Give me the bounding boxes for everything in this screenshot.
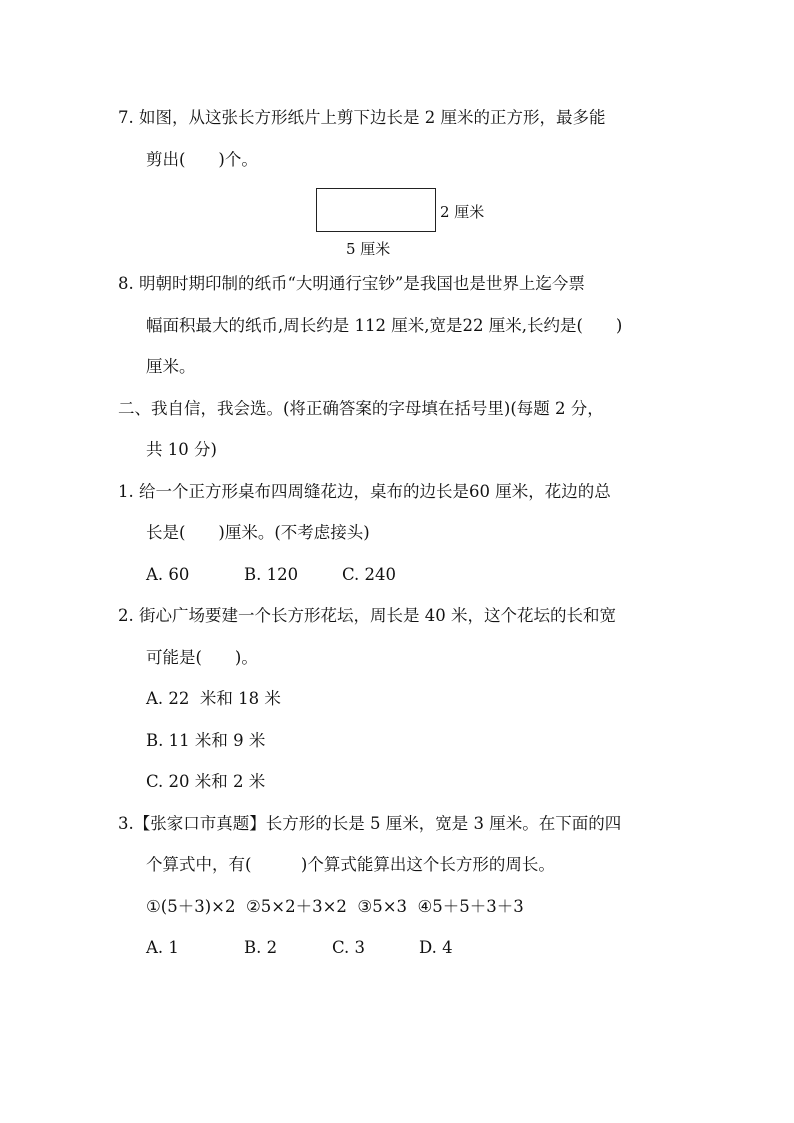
s2-q3-expressions: ①(5＋3)×2 ②5×2＋3×2 ③5×3 ④5＋5＋3＋3 [146,897,524,916]
s2-q1-option-c: C. 240 [342,565,397,584]
s2-q1-line-1: 1. 给一个正方形桌布四周缝花边，桌布的边长是60 厘米，花边的总 [118,482,611,501]
section-2-heading-cont: 共 10 分) [146,440,217,459]
figure-width-label: 5 厘米 [346,240,391,258]
q7-line-2: 剪出( )个。 [146,150,258,169]
s2-q3-option-c: C. 3 [332,938,366,957]
s2-q3-option-a: A. 1 [146,938,179,957]
q8-line-2: 幅面积最大的纸币,周长约是 112 厘米,宽是22 厘米,长约是( ) [146,316,623,335]
q7-line-1: 7. 如图，从这张长方形纸片上剪下边长是 2 厘米的正方形，最多能 [118,108,606,127]
s2-q3-option-b: B. 2 [244,938,278,957]
s2-q3-line-2: 个算式中，有( )个算式能算出这个长方形的周长。 [146,855,555,874]
s2-q2-line-1: 2. 街心广场要建一个长方形花坛，周长是 40 米，这个花坛的长和宽 [118,606,616,625]
s2-q2-option-c: C. 20 米和 2 米 [146,772,266,791]
s2-q2-option-b: B. 11 米和 9 米 [146,731,266,750]
s2-q2-line-2: 可能是( )。 [146,648,258,667]
q8-line-1: 8. 明朝时期印制的纸币“大明通行宝钞”是我国也是世界上迄今票 [118,274,585,293]
figure-height-label: 2 厘米 [440,203,485,221]
s2-q3-option-d: D. 4 [419,938,453,957]
rectangle-figure [316,188,436,232]
s2-q2-option-a: A. 22 米和 18 米 [146,689,281,708]
s2-q1-option-a: A. 60 [146,565,190,584]
section-2-heading: 二、我自信，我会选。(将正确答案的字母填在括号里)(每题 2 分， [118,399,604,418]
s2-q1-option-b: B. 120 [244,565,299,584]
q8-line-3: 厘米。 [146,357,196,376]
s2-q1-line-2: 长是( )厘米。(不考虑接头) [146,523,370,542]
s2-q3-line-1: 3.【张家口市真题】长方形的长是 5 厘米，宽是 3 厘米。在下面的四 [118,814,622,833]
